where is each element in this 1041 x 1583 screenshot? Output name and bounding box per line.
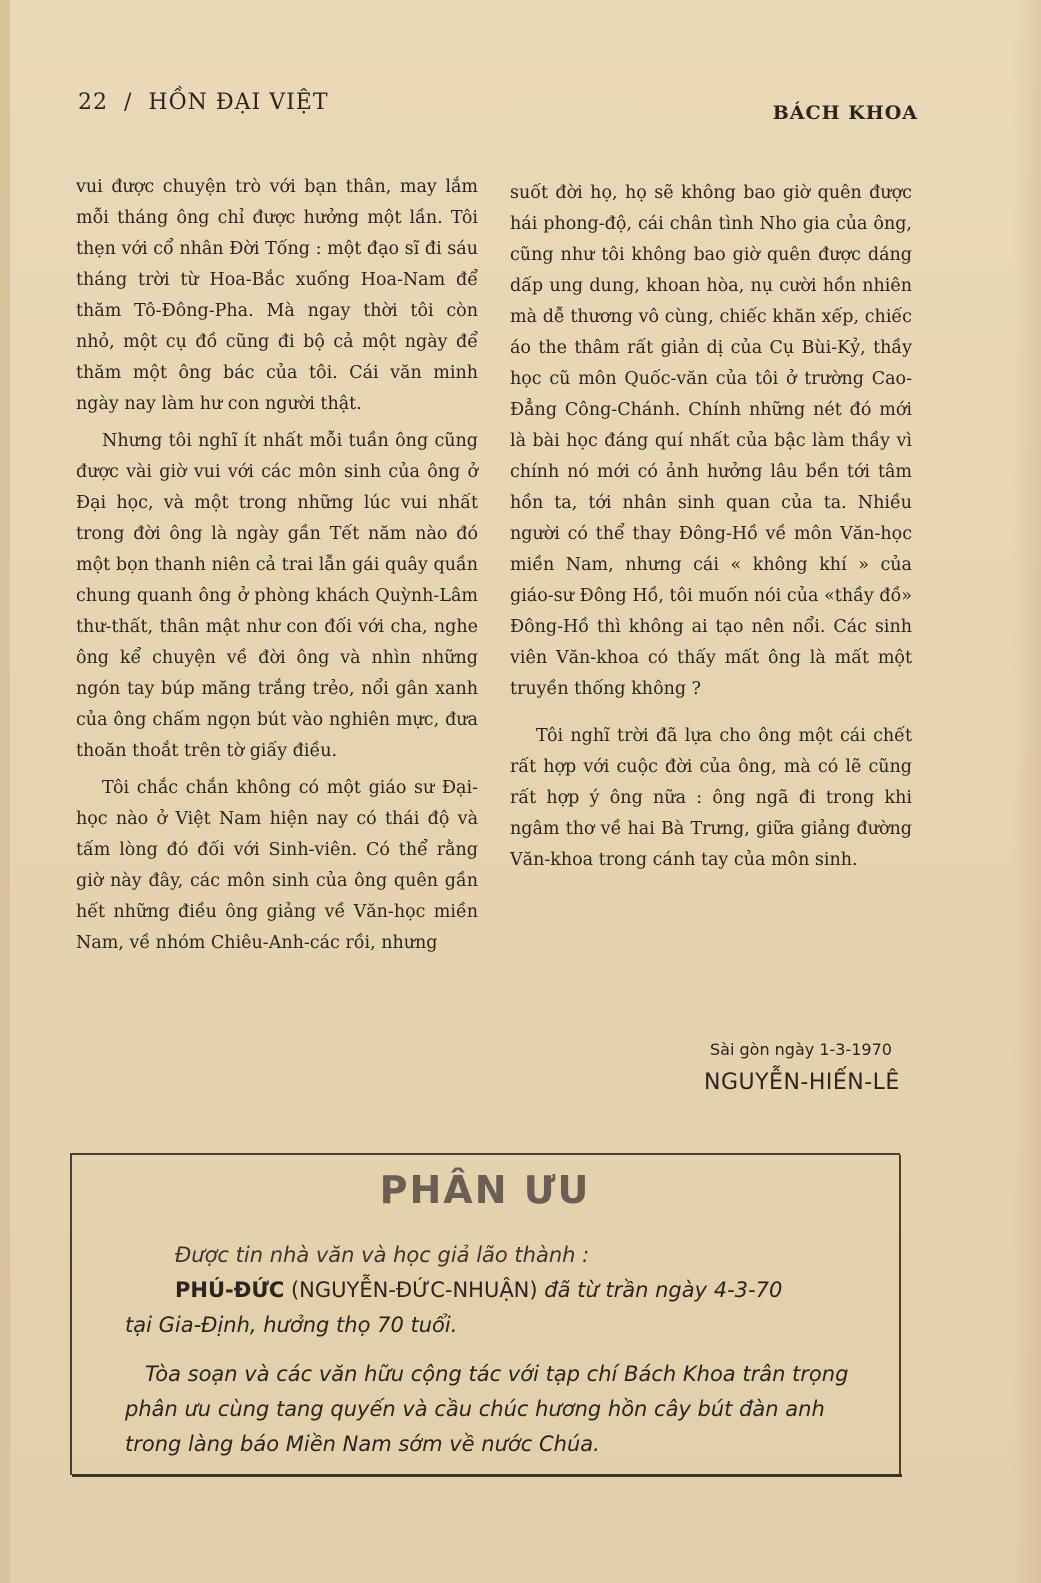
magazine-name: BÁCH KHOA (772, 102, 918, 124)
header-left (78, 90, 329, 115)
page-header (78, 90, 918, 130)
death-date: đã từ trần ngày 4-3-70 (544, 1278, 783, 1302)
paragraph: vui được chuyện trò với bạn thân, may lắm mỗi tháng ông chỉ được hưởng một lần. Tôi thẹn với cổ nhân Đời Tống : một đạo sĩ đi sáu tháng trời từ Hoa-Bắc xuống Hoa-Nam để thăm Tô-Đông-Pha. Mà ngay thời tôi còn nhỏ, một cụ đồ cũng đi bộ cả một ngày để thăm một ông bác của tôi. Cái văn minh ngày nay làm hư con người thật. (76, 177, 478, 414)
paragraph: Tôi chắc chắn không có một giáo sư Đại-học nào ở Việt Nam hiện nay có thái độ và tấm lòng đó đối với Sinh-viên. Có thể rằng giờ này đây, các môn sinh của ông quên gần hết những điều ông giảng về Văn-học miền Nam, về nhóm Chiêu-Anh-các rồi, nhưng (76, 778, 478, 953)
notice-place-age: tại Gia-Định, hưởng thọ 70 tuổi. (125, 1313, 458, 1337)
author-name: NGUYỄN-HIẾN-LÊ (704, 1070, 900, 1095)
page-shading (1013, 0, 1041, 1583)
page-edge (0, 0, 10, 1583)
paragraph: Nhưng tôi nghĩ ít nhất mỗi tuần ông cũng được vài giờ vui với các môn sinh của ông ở Đại học, và một trong những lúc vui nhất trong đời ông là ngày gần Tết năm nào đó một bọn thanh niên cả trai lẫn gái quây quần chung quanh ông ở phòng khách Quỳnh-Lâm thư-thất, thân mật như con đối với cha, nghe ông kể chuyện về đời ông và nhìn những ngón tay búp măng trắng trẻo, nổi gân xanh của ông chấm ngọn bút vào nghiên mực, đưa thoăn thoắt trên tờ giấy điều. (76, 431, 478, 761)
box-top-rule (70, 1153, 900, 1155)
notice-intro: Được tin nhà văn và học giả lão thành : (175, 1243, 590, 1267)
notice-title: PHÂN ƯU (379, 1168, 591, 1212)
right-column (510, 178, 912, 876)
section-title: HỒN ĐẠI VIỆT (148, 90, 329, 115)
paragraph: suốt đời họ, họ sẽ không bao giờ quên được hái phong-độ, cái chân tình Nho gia của ông, cũng như tôi không bao giờ quên được dáng dấp ung dung, khoan hòa, nụ cười hồn nhiên mà dễ thương vô cùng, chiếc khăn xếp, chiếc áo the thâm rất giản dị của Cụ Bùi-Kỷ, thầy học cũ môn Quốc-văn của tôi ở trường Cao-Đẳng Công-Chánh. Chính những nét đó mới là bài học đáng quí nhất của bậc làm thầy vì chính nó mới có ảnh hưởng lâu bền tới tâm hồn ta, tới nhân sinh quan của ta. Nhiều người có thể thay Đông-Hồ về môn Văn-học miền Nam, nhưng cái « không khí » của giáo-sư Đông Hồ, tôi muốn nói của «thầy đồ» Đông-Hồ thì không ai tạo nên nổi. Các sinh viên Văn-khoa có thấy mất ông là mất một truyền thống không ? (510, 183, 912, 699)
header-separator: / (124, 90, 133, 115)
signature-date: Sài gòn ngày 1-3-1970 (710, 1040, 892, 1059)
box-bottom-rule (72, 1474, 902, 1477)
deceased-pen-name: PHÚ-ĐỨC (175, 1278, 285, 1302)
deceased-real-name: (NGUYỄN-ĐỨC-NHUẬN) (290, 1278, 538, 1302)
page-number: 22 (78, 90, 108, 115)
notice-name-line (175, 1278, 782, 1302)
paragraph: Tôi nghĩ trời đã lựa cho ông một cái chết rất hợp với cuộc đời của ông, mà có lẽ cũng rất hợp ý ông nữa : ông ngã đi trong khi ngâm thơ về hai Bà Trưng, giữa giảng đường Văn-khoa trong cánh tay của môn sinh. (510, 726, 912, 870)
left-column (76, 172, 478, 959)
notice-condolence: Tòa soạn và các văn hữu cộng tác với tạp chí Bách Khoa trân trọng phân ưu cùng tang quyến và cầu chúc hương hồn cây bút đàn anh trong làng báo Miền Nam sớm về nước Chúa. (125, 1362, 849, 1456)
